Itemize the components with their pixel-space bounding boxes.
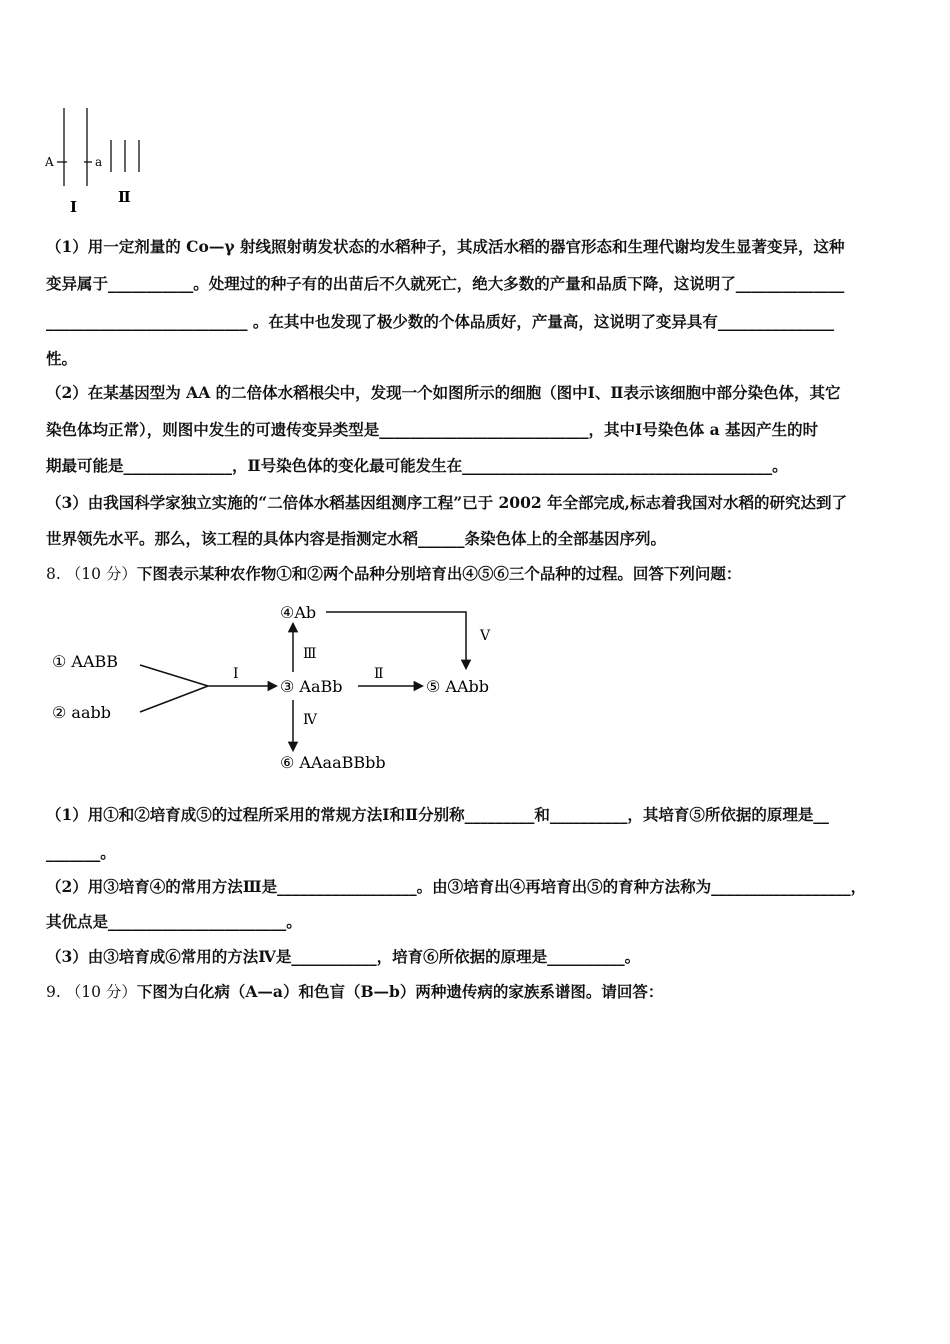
q7-line-3: __________________________ 。在其中也发现了极少数的个体品质好，产量高，这说明了变异具有_______________	[46, 312, 835, 331]
q9-header	[46, 981, 910, 1003]
gene-A-label: A	[45, 155, 54, 169]
q7-line-8: （3）由我国科学家独立实施的“二倍体水稻基因组测序工程”已于 2002 年全部完成,标志着我国对水稻的研究达到了	[46, 493, 847, 512]
q7-line-7: 期最可能是______________，Ⅱ号染色体的变化最可能发生在________________________________________。	[46, 456, 788, 475]
cross-line-upper	[140, 665, 208, 686]
gene-a-label: a	[95, 155, 103, 169]
chromosome-II-label: Ⅱ	[118, 188, 131, 206]
q8-number: 8.	[46, 565, 61, 583]
node-5-aabb: ⑤ AAbb	[426, 677, 490, 696]
q8-line-3: （2）用③培育④的常用方法Ⅲ是__________________。由③培育出④再培育出⑤的育种方法称为__________________，	[46, 877, 867, 896]
node-3-aabb-hybrid: ③ AaBb	[280, 677, 343, 696]
q7-line-2: 变异属于___________。处理过的种子有的出苗后不久就死亡，绝大多数的产量和品质下降，这说明了______________	[46, 274, 845, 293]
q8-line-4: 其优点是_______________________。	[46, 912, 302, 931]
q7-line-1: （1）用一定剂量的 Co—γ 射线照射萌发状态的水稻种子，其成活水稻的器官形态和生理代谢均发生显著变异，这种	[46, 237, 845, 256]
label-step-V: Ⅴ	[480, 628, 491, 644]
q8-header	[46, 563, 910, 585]
breeding-diagram	[40, 590, 520, 790]
node-6-aaaabbbb: ⑥ AAaaBBbb	[280, 753, 386, 772]
chromosome-I-label: Ⅰ	[70, 198, 78, 216]
q8-line-1: （1）用①和②培育成⑤的过程所采用的常规方法Ⅰ和Ⅱ分别称_________和__________，其培育⑤所依据的原理是__	[46, 805, 829, 824]
q8-stem: 下图表示某种农作物①和②两个品种分别培育出④⑤⑥三个品种的过程。回答下列问题：	[136, 564, 742, 583]
label-step-IV: Ⅳ	[303, 712, 317, 728]
arrow-step-V	[326, 612, 466, 668]
chromosome-figure	[40, 100, 160, 220]
node-4-ab: ④Ab	[280, 603, 317, 622]
q8-line-2: _______。	[46, 843, 116, 862]
q8-line-5: （3）由③培育成⑥常用的方法Ⅳ是___________，培育⑥所依据的原理是__________。	[46, 947, 641, 966]
q7-line-4: 性。	[46, 349, 78, 368]
cross-line-lower	[140, 686, 208, 712]
label-step-I: Ⅰ	[233, 666, 239, 682]
q7-line-9: 世界领先水平。那么，该工程的具体内容是指测定水稻______条染色体上的全部基因序列。	[46, 529, 667, 548]
q9-stem: 下图为白化病（A—a）和色盲（B—b）两种遗传病的家族系谱图。请回答：	[136, 982, 664, 1001]
q8-score: （10 分）	[65, 565, 137, 583]
q7-line-5: （2）在某基因型为 AA 的二倍体水稻根尖中，发现一个如图所示的细胞（图中Ⅰ、Ⅱ表示该细胞中部分染色体，其它	[46, 383, 841, 402]
q9-number: 9.	[46, 983, 61, 1001]
label-step-II: Ⅱ	[374, 666, 384, 682]
label-step-III: Ⅲ	[303, 646, 317, 662]
q9-score: （10 分）	[65, 983, 137, 1001]
q7-line-6: 染色体均正常），则图中发生的可遗传变异类型是___________________________，其中Ⅰ号染色体 a 基因产生的时	[46, 420, 819, 439]
node-1-aabb-upper: ① AABB	[52, 652, 119, 671]
node-2-aabb-lower: ② aabb	[52, 703, 111, 722]
